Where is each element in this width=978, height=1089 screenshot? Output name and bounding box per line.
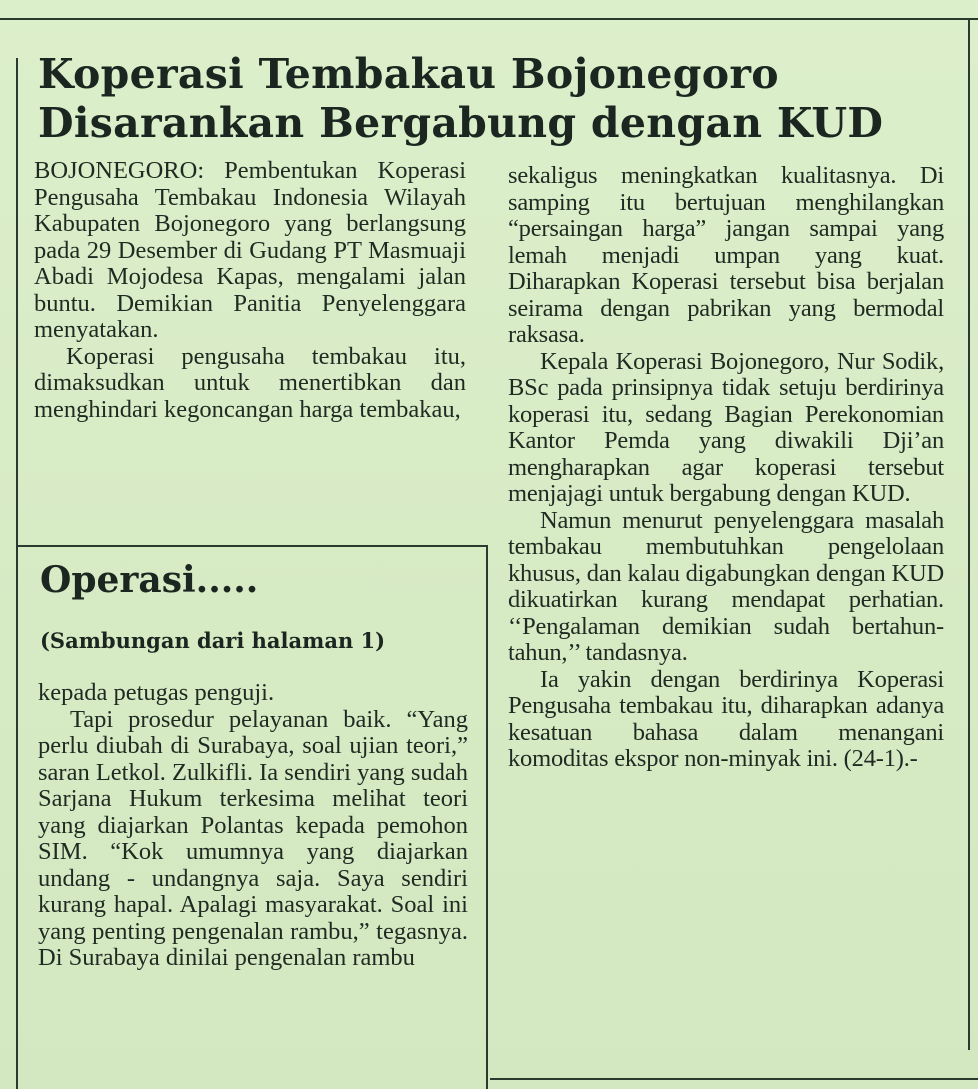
headline — [38, 50, 938, 148]
article-right-column — [508, 163, 944, 773]
article-paragraph: Ia yakin dengan berdirinya Koperasi Pengusaha tembakau itu, diharapkan adanya kesatuan bahasa dalam menangani komoditas ekspor non-minyak ini. (24-1).- — [508, 665, 944, 772]
article-paragraph: sekaligus meningkatkan kualitasnya. Di samping itu bertujuan menghilangkan “persaingan harga” jangan sampai yang lemah menjadi umpan yang kuat. Diharapkan Koperasi tersebut bisa berjalan seirama dengan pabrikan yang bermodal raksasa. — [508, 162, 944, 348]
sidebar-paragraph: kepada petugas penguji. — [38, 680, 275, 706]
sidebar-paragraph: Tapi prosedur pelayanan baik. “Yang perlu diubah di Surabaya, soal ujian teori,” saran Letkol. Zulkifli. Ia sendiri yang sudah Sarjana Hukum terkesima melihat teori yang diajarkan Polantas kepada pemohon SIM. “Kok umumnya yang diajarkan undang - undangnya saja. Saya sendiri kurang hapal. Apalagi masyarakat. Soal ini yang penting pengenalan rambu,” tegasnya. Di Surabaya dinilai pengenalan rambu — [38, 705, 468, 971]
headline-line-1: Koperasi Tembakau Bojonegoro — [38, 50, 779, 98]
left-column-rule — [16, 58, 18, 1089]
top-rule — [0, 18, 978, 20]
sidebar-subtitle: (Sambungan dari halaman 1) — [40, 628, 386, 653]
sidebar-right-rule — [486, 545, 488, 1089]
article-paragraph: Namun menurut penyelenggara masalah tembakau membutuhkan pengelolaan khusus, dan kalau digabungkan dengan KUD dikuatirkan kurang mendapat perhatian. ‘‘Pengalaman demikian sudah bertahun-tahun,’’ tandasnya. — [508, 506, 944, 666]
article-paragraph: BOJONEGORO: Pembentukan Koperasi Pengusaha Tembakau Indonesia Wilayah Kabupaten Bojonegoro yang berlangsung pada 29 Desember di Gudang PT Masmuaji Abadi Mojodesa Kapas, mengalami jalan buntu. Demikian Panitia Penyelenggara menyatakan. — [34, 157, 466, 343]
headline-line-2: Disarankan Bergabung dengan KUD — [38, 99, 884, 147]
right-edge-rule — [968, 20, 970, 1050]
sidebar-title: Operasi..... — [40, 559, 259, 601]
article-left-column — [34, 158, 466, 423]
article-paragraph: Koperasi pengusaha tembakau itu, dimaksudkan untuk menertibkan dan menghindari kegoncangan harga tembakau, — [34, 342, 466, 423]
sidebar-top-rule — [16, 545, 486, 547]
sidebar-column — [38, 680, 468, 1089]
bottom-right-rule — [490, 1078, 978, 1080]
article-paragraph: Kepala Koperasi Bojonegoro, Nur Sodik, BSc pada prinsipnya tidak setuju berdirinya koperasi itu, sedang Bagian Perekonomian Kantor Pemda yang diwakili Dji’an mengharapkan agar koperasi tersebut menjajagi untuk bergabung dengan KUD. — [508, 347, 944, 507]
